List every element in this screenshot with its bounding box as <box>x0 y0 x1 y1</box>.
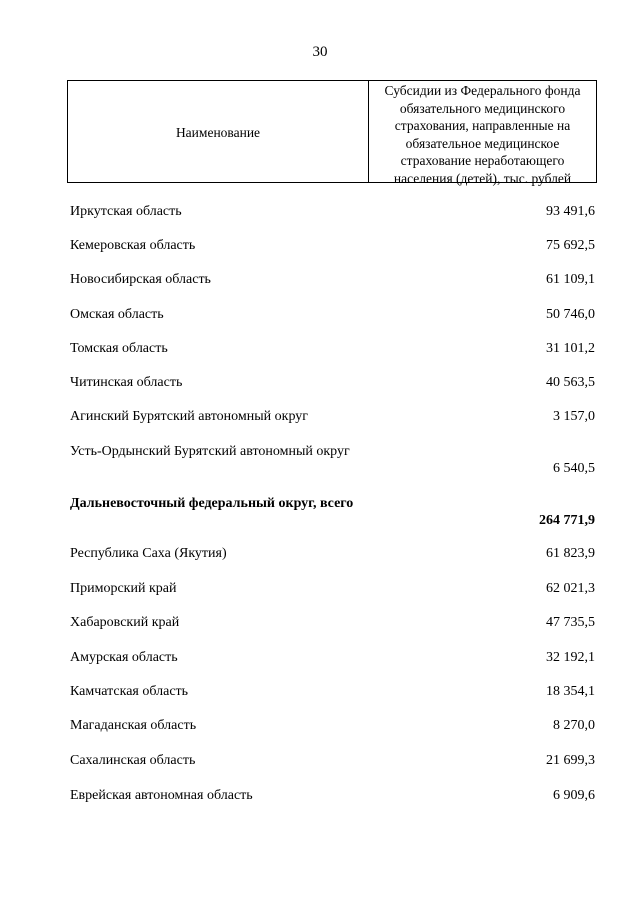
region-name: Магаданская область <box>70 718 197 733</box>
subsidy-value: 18 354,1 <box>546 684 595 699</box>
region-name: Еврейская автономная область <box>70 788 253 803</box>
subsidy-value: 62 021,3 <box>546 581 595 596</box>
subsidy-value: 32 192,1 <box>546 650 595 665</box>
region-name: Камчатская область <box>70 684 189 699</box>
region-name: Кемеровская область <box>70 238 196 253</box>
subsidy-value: 8 270,0 <box>553 718 595 733</box>
value-header-line: страхования, направленные на <box>394 118 571 134</box>
region-name: Новосибирская область <box>70 272 211 287</box>
value-header-line: обязательного медицинского <box>399 100 566 116</box>
region-name: Хабаровский край <box>70 615 180 630</box>
subsidy-value: 50 746,0 <box>546 307 595 322</box>
subsidy-value: 31 101,2 <box>546 341 595 356</box>
value-header-line: обязательное медицинское <box>405 135 560 151</box>
subsidy-value: 21 699,3 <box>546 753 595 768</box>
region-name: Дальневосточный федеральный округ, всего <box>70 496 354 511</box>
region-name: Сахалинская область <box>70 753 196 768</box>
subsidy-value: 93 491,6 <box>546 204 595 219</box>
subsidy-value: 47 735,5 <box>546 615 595 630</box>
subsidy-value: 3 157,0 <box>553 409 595 424</box>
region-name: Томская область <box>70 341 168 356</box>
region-name: Усть-Ордынский Бурятский автономный округ <box>70 444 350 459</box>
region-name: Омская область <box>70 307 164 322</box>
value-column-header <box>369 81 596 186</box>
subsidy-value: 75 692,5 <box>546 238 595 253</box>
value-header-line: населения (детей), тыс. рублей <box>393 170 572 186</box>
page-number: 30 <box>312 44 328 60</box>
subsidy-value: 61 823,9 <box>546 546 595 561</box>
region-name: Республика Саха (Якутия) <box>70 546 227 561</box>
name-column-header: Наименование <box>68 81 369 182</box>
subsidy-value: 40 563,5 <box>546 375 595 390</box>
region-name: Иркутская область <box>70 204 182 219</box>
region-name: Агинский Бурятский автономный округ <box>70 409 308 424</box>
table-header <box>67 80 597 186</box>
subsidy-value: 61 109,1 <box>546 272 595 287</box>
region-name: Читинская область <box>70 375 183 390</box>
value-header-line: Субсидии из Федерального фонда <box>384 83 581 98</box>
subsidy-value: 6 909,6 <box>553 788 595 803</box>
region-name: Амурская область <box>70 650 178 665</box>
region-name: Приморский край <box>70 581 177 596</box>
subsidy-value: 264 771,9 <box>539 513 595 528</box>
subsidy-value: 6 540,5 <box>553 461 595 476</box>
value-header-line: страхование неработающего <box>400 153 565 169</box>
